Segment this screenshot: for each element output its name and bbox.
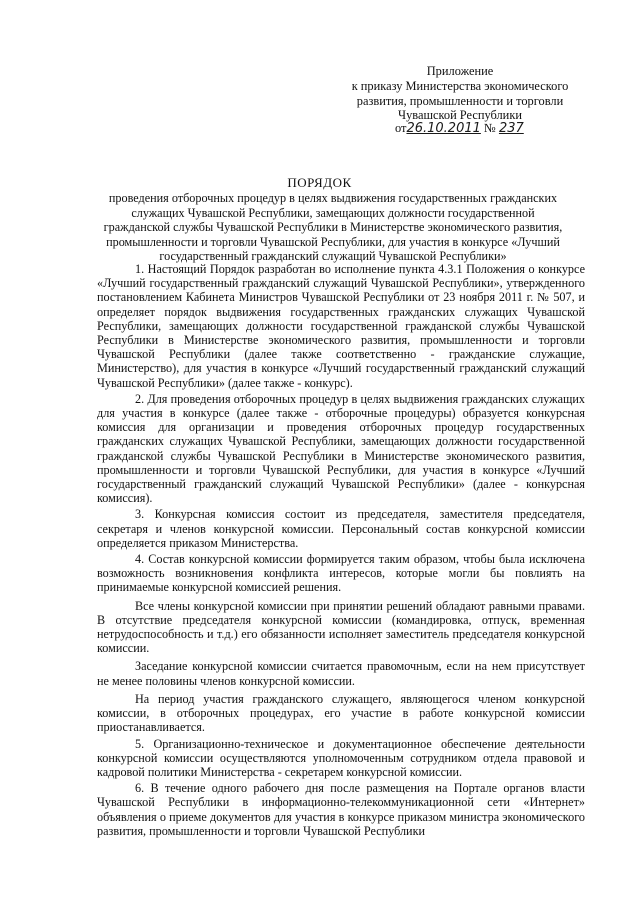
paragraph-1: 1. Настоящий Порядок разработан во исполнение пункта 4.3.1 Положения о конкурсе «Лучший государственный гражданский служащий Чувашской Республики», утвержденного постановлением Кабинета Министров Чувашской Республики от 23 ноября 2011 г. № 507, и определяет порядок выдвижения государственных гражданских служащих Чувашской Республики, замещающих должности государственной гражданской службы Чувашской Республики в Министерстве экономического развития, промышленности и торговли Чувашской Республики (далее также соответственно - гражданские служащие, Министерство), для участия в конкурсе «Лучший государственный гражданский служащий Чувашской Республики» (далее также - конкурс). [97,262,585,390]
order-date-number [395,121,595,136]
paragraph-6: 6. В течение одного рабочего дня после размещения на Портале органов власти Чувашской Республики в информационно-телекоммуникационной сети «Интернет» объявления о приеме документов для участия в конкурсе приказом министра экономического развития, промышленности и торговли Чувашской Республики [97,781,585,838]
appendix-line: Чувашской Республики [398,108,522,123]
paragraph-2: 2. Для проведения отборочных процедур в целях выдвижения гражданских служащих для участия в конкурсе (далее также - отборочные процедуры) образуется конкурсная комиссия для организации и проведения отборочных процедур государственных гражданских служащих Чувашской Республики, замещающих должности государственной гражданской службы Чувашской Республики в Министерстве экономического развития, промышленности и торговли Чувашской Республики, для участия в конкурсе «Лучший государственный гражданский служащий Чувашской Республики» (далее - конкурсная комиссия). [97,391,585,506]
appendix-line: к приказу Министерства экономического [351,78,569,93]
subtitle-line: гражданской службы Чувашской Республики в Министерстве экономического развития, [103,220,563,235]
paragraph-3: 3. Конкурсная комиссия состоит из председателя, заместителя председателя, секретаря и членов конкурсной комиссии. Персональный состав конкурсной комиссии определяется приказом Министерства. [97,507,585,550]
handwritten-date: 26.10.2011 [406,121,481,136]
paragraph-4-suspension: На период участия гражданского служащего, являющегося членом конкурсной комиссии, в отборочных процедурах, его участие в работе конкурсной комиссии приостанавливается. [97,691,585,735]
subtitle-line: государственный гражданский служащий Чувашской Республики» [159,249,507,264]
document-subtitle [92,191,574,264]
appendix-block [330,64,590,123]
appendix-line: Приложение [426,64,494,78]
number-prefix: № [484,121,496,135]
subtitle-line: служащих Чувашской Республики, замещающих должности государственной [131,205,535,220]
paragraph-5: 5. Организационно-техническое и документационное обеспечение деятельности конкурсной комиссии осуществляются уполномоченным сотрудником отдела правовой и кадровой политики Министерства - секретарем конкурсной комиссии. [97,736,585,779]
paragraph-4-quorum: Заседание конкурсной комиссии считается правомочным, если на нем присутствует не менее половины членов конкурсной комиссии. [97,659,585,688]
paragraph-4-members: Все члены конкурсной комиссии при принятии решений обладают равными правами. В отсутствие председателя конкурсной комиссии (командировка, отпуск, временная нетрудоспособность и т.д.) его обязанности исполняет заместитель председателя конкурсной комиссии. [97,598,585,656]
paragraph-4: 4. Состав конкурсной комиссии формируется таким образом, чтобы была исключена возможность возникновения конфликта интересов, которые могли бы повлиять на принимаемые конкурсной комиссией решения. [97,552,585,595]
subtitle-line: проведения отборочных процедур в целях выдвижения государственных гражданских [108,191,558,205]
handwritten-number: 237 [498,121,524,136]
appendix-line: развития, промышленности и торговли [356,93,564,108]
document-title: ПОРЯДОК [287,175,352,190]
date-prefix: от [395,121,407,135]
subtitle-line: промышленности и торговли Чувашской Республики, для участия в конкурсе «Лучший [106,234,560,249]
document-body [97,262,585,840]
